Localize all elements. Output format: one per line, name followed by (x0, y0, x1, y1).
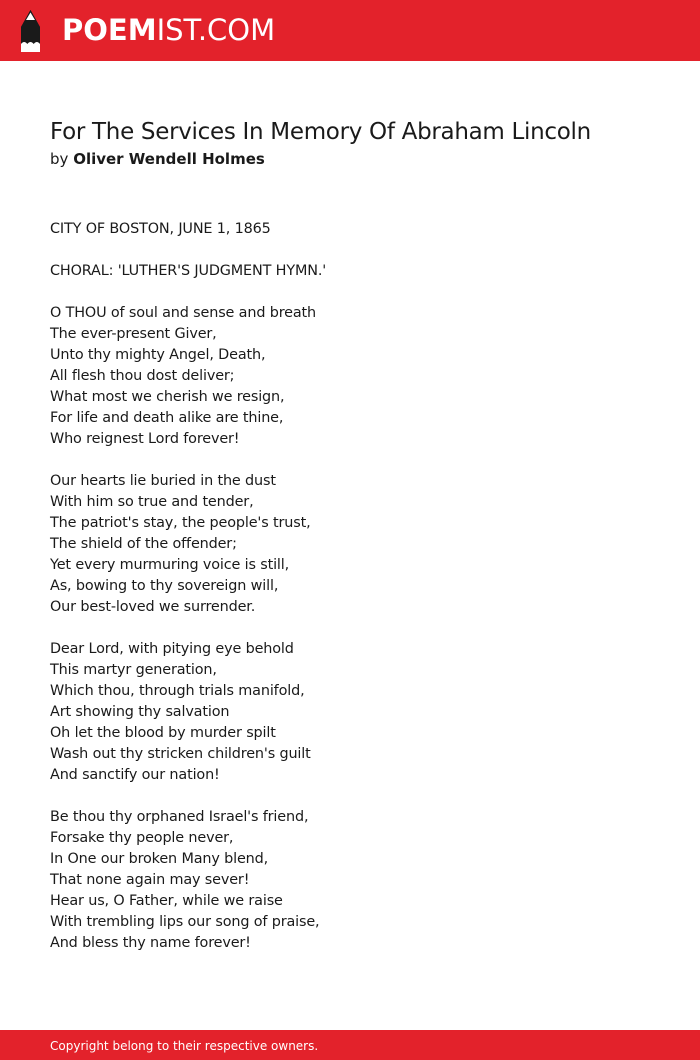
poem-line: Who reignest Lord forever! (50, 431, 240, 447)
brand-bold: POEM (62, 13, 157, 47)
by-label: by (50, 150, 69, 168)
stanza-break (50, 618, 650, 639)
poem-line: Our hearts lie buried in the dust (50, 473, 276, 489)
poem-title: For The Services In Memory Of Abraham Lincoln (50, 119, 591, 145)
stanza-break (50, 786, 650, 807)
poem-line: Forsake thy people never, (50, 830, 234, 846)
poem-line: Oh let the blood by murder spilt (50, 725, 276, 741)
brand-light: IST.COM (156, 13, 276, 47)
poem-line: CITY OF BOSTON, JUNE 1, 1865 (50, 221, 271, 237)
poem-line: Which thou, through trials manifold, (50, 683, 305, 699)
poem-line: For life and death alike are thine, (50, 410, 284, 426)
site-logo-link[interactable] (62, 12, 275, 48)
poem-line: Hear us, O Father, while we raise (50, 893, 283, 909)
site-header (0, 0, 700, 61)
poem-line: All flesh thou dost deliver; (50, 368, 235, 384)
poem-line: Dear Lord, with pitying eye behold (50, 641, 294, 657)
poem-line: Art showing thy salvation (50, 704, 230, 720)
poem-line: And sanctify our nation! (50, 767, 220, 783)
poem-line: As, bowing to thy sovereign will, (50, 578, 279, 594)
byline (50, 149, 265, 169)
poem-line: The shield of the offender; (50, 536, 237, 552)
stanza-break (50, 450, 650, 471)
site-footer (0, 1030, 700, 1060)
poem-body (50, 219, 650, 954)
poem-line: CHORAL: 'LUTHER'S JUDGMENT HYMN.' (50, 263, 327, 279)
poem-line: That none again may sever! (50, 872, 250, 888)
copyright-notice: Copyright belong to their respective owners. (50, 1039, 319, 1053)
poem-line: Wash out thy stricken children's guilt (50, 746, 311, 762)
poem-line: With trembling lips our song of praise, (50, 914, 320, 930)
poem-line: With him so true and tender, (50, 494, 254, 510)
poem-line: And bless thy name forever! (50, 935, 251, 951)
poem-line: Our best-loved we surrender. (50, 599, 256, 615)
poem-line: This martyr generation, (50, 662, 217, 678)
poem-line: O THOU of soul and sense and breath (50, 305, 317, 321)
poem-line: In One our broken Many blend, (50, 851, 269, 867)
poem-line: What most we cherish we resign, (50, 389, 285, 405)
stanza-break (50, 240, 650, 261)
stanza-break (50, 282, 650, 303)
author-name: Oliver Wendell Holmes (73, 150, 265, 168)
poem-line: Unto thy mighty Angel, Death, (50, 347, 266, 363)
poem-line: The ever-present Giver, (50, 326, 217, 342)
poem-line: The patriot's stay, the people's trust, (50, 515, 311, 531)
poem-line: Yet every murmuring voice is still, (50, 557, 290, 573)
pencil-icon[interactable] (17, 10, 44, 52)
poem-line: Be thou thy orphaned Israel's friend, (50, 809, 309, 825)
